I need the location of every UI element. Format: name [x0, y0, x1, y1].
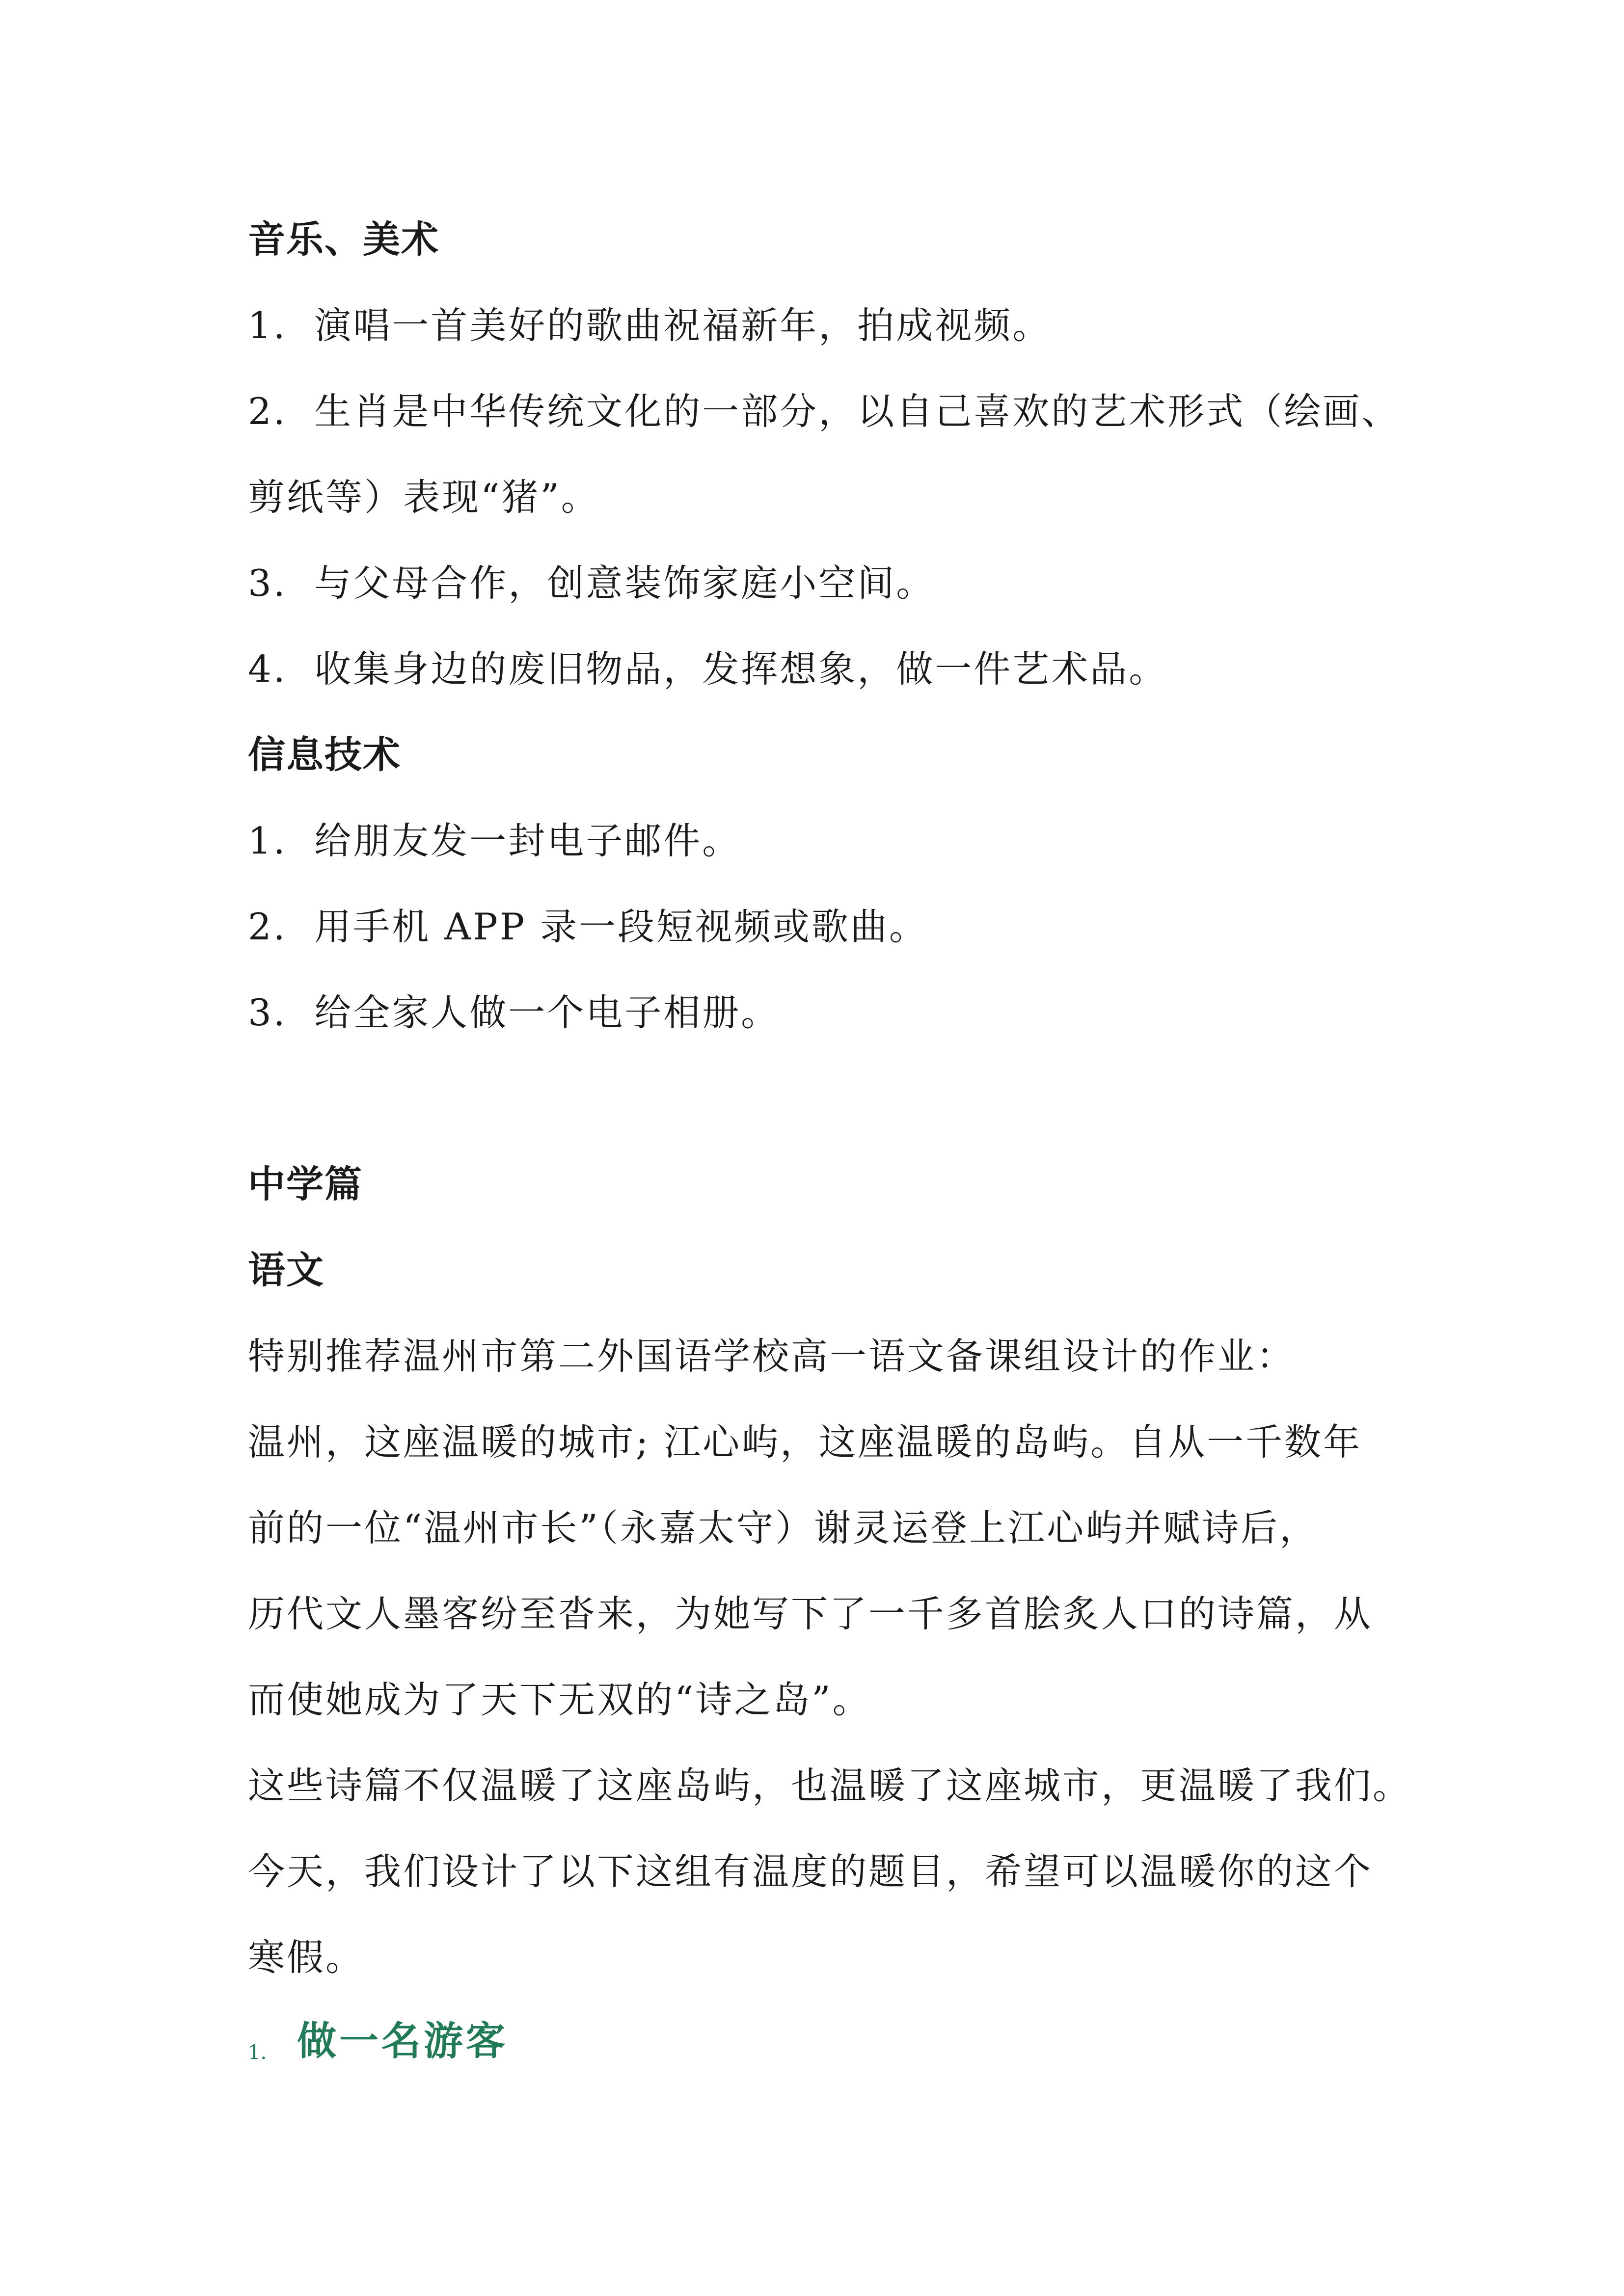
subsection-heading	[248, 2016, 508, 2065]
item-number: 4.	[248, 647, 287, 691]
subsection-title: 做一名游客	[297, 2018, 508, 2064]
art-item-2	[248, 387, 1426, 436]
item-number: 2.	[248, 390, 287, 433]
art-item-4	[248, 644, 1426, 694]
item-text: 演唱一首美好的歌曲祝福新年，拍成视频。	[314, 304, 1052, 347]
item-text: 生肖是中华传统文化的一部分，以自己喜欢的艺术形式（绘画、	[314, 390, 1401, 433]
paragraph-1-line-3: 历代文人墨客纷至沓来，为她写下了一千多首脍炙人口的诗篇，从	[248, 1592, 1373, 1635]
art-item-2-continuation: 剪纸等）表现“猪”。	[248, 476, 600, 519]
subsection-number: 1.	[248, 2041, 267, 2064]
it-item-3	[248, 988, 1426, 1037]
item-number: 1.	[248, 819, 287, 862]
item-number: 2.	[248, 905, 287, 948]
art-item-3	[248, 559, 1426, 608]
item-text: 用手机 APP 录一段短视频或歌曲。	[314, 905, 928, 948]
art-item-1	[248, 301, 1426, 350]
part-title-middle-school: 中学篇	[248, 1162, 363, 1206]
section-title-it: 信息技术	[248, 733, 401, 776]
item-number: 3.	[248, 991, 287, 1034]
item-number: 3.	[248, 561, 287, 605]
it-item-1	[248, 816, 1426, 865]
it-item-2	[248, 902, 1426, 951]
paragraph-2-line-2: 今天，我们设计了以下这组有温度的题目，希望可以温暖你的这个	[248, 1850, 1373, 1893]
paragraph-2-line-3: 寒假。	[248, 1936, 365, 1979]
intro-line: 特别推荐温州市第二外国语学校高一语文备课组设计的作业：	[248, 1335, 1296, 1378]
paragraph-1-line-4: 而使她成为了天下无双的“诗之岛”。	[248, 1678, 871, 1721]
item-text: 收集身边的废旧物品，发挥想象，做一件艺术品。	[314, 647, 1168, 691]
section-title-art: 音乐、美术	[248, 217, 439, 261]
item-text: 给全家人做一个电子相册。	[314, 991, 780, 1034]
section-title-chinese: 语文	[248, 1248, 325, 1292]
paragraph-1-line-1: 温州，这座温暖的城市; 江心屿，这座温暖的岛屿。自从一千数年	[248, 1420, 1362, 1464]
item-number: 1.	[248, 304, 287, 347]
paragraph-2-line-1: 这些诗篇不仅温暖了这座岛屿，也温暖了这座城市，更温暖了我们。	[248, 1764, 1412, 1807]
item-text: 给朋友发一封电子邮件。	[314, 819, 741, 862]
item-text: 与父母合作，创意装饰家庭小空间。	[314, 561, 935, 605]
paragraph-1-line-2: 前的一位“温州市长”（永嘉太守）谢灵运登上江心屿并赋诗后，	[248, 1506, 1319, 1549]
